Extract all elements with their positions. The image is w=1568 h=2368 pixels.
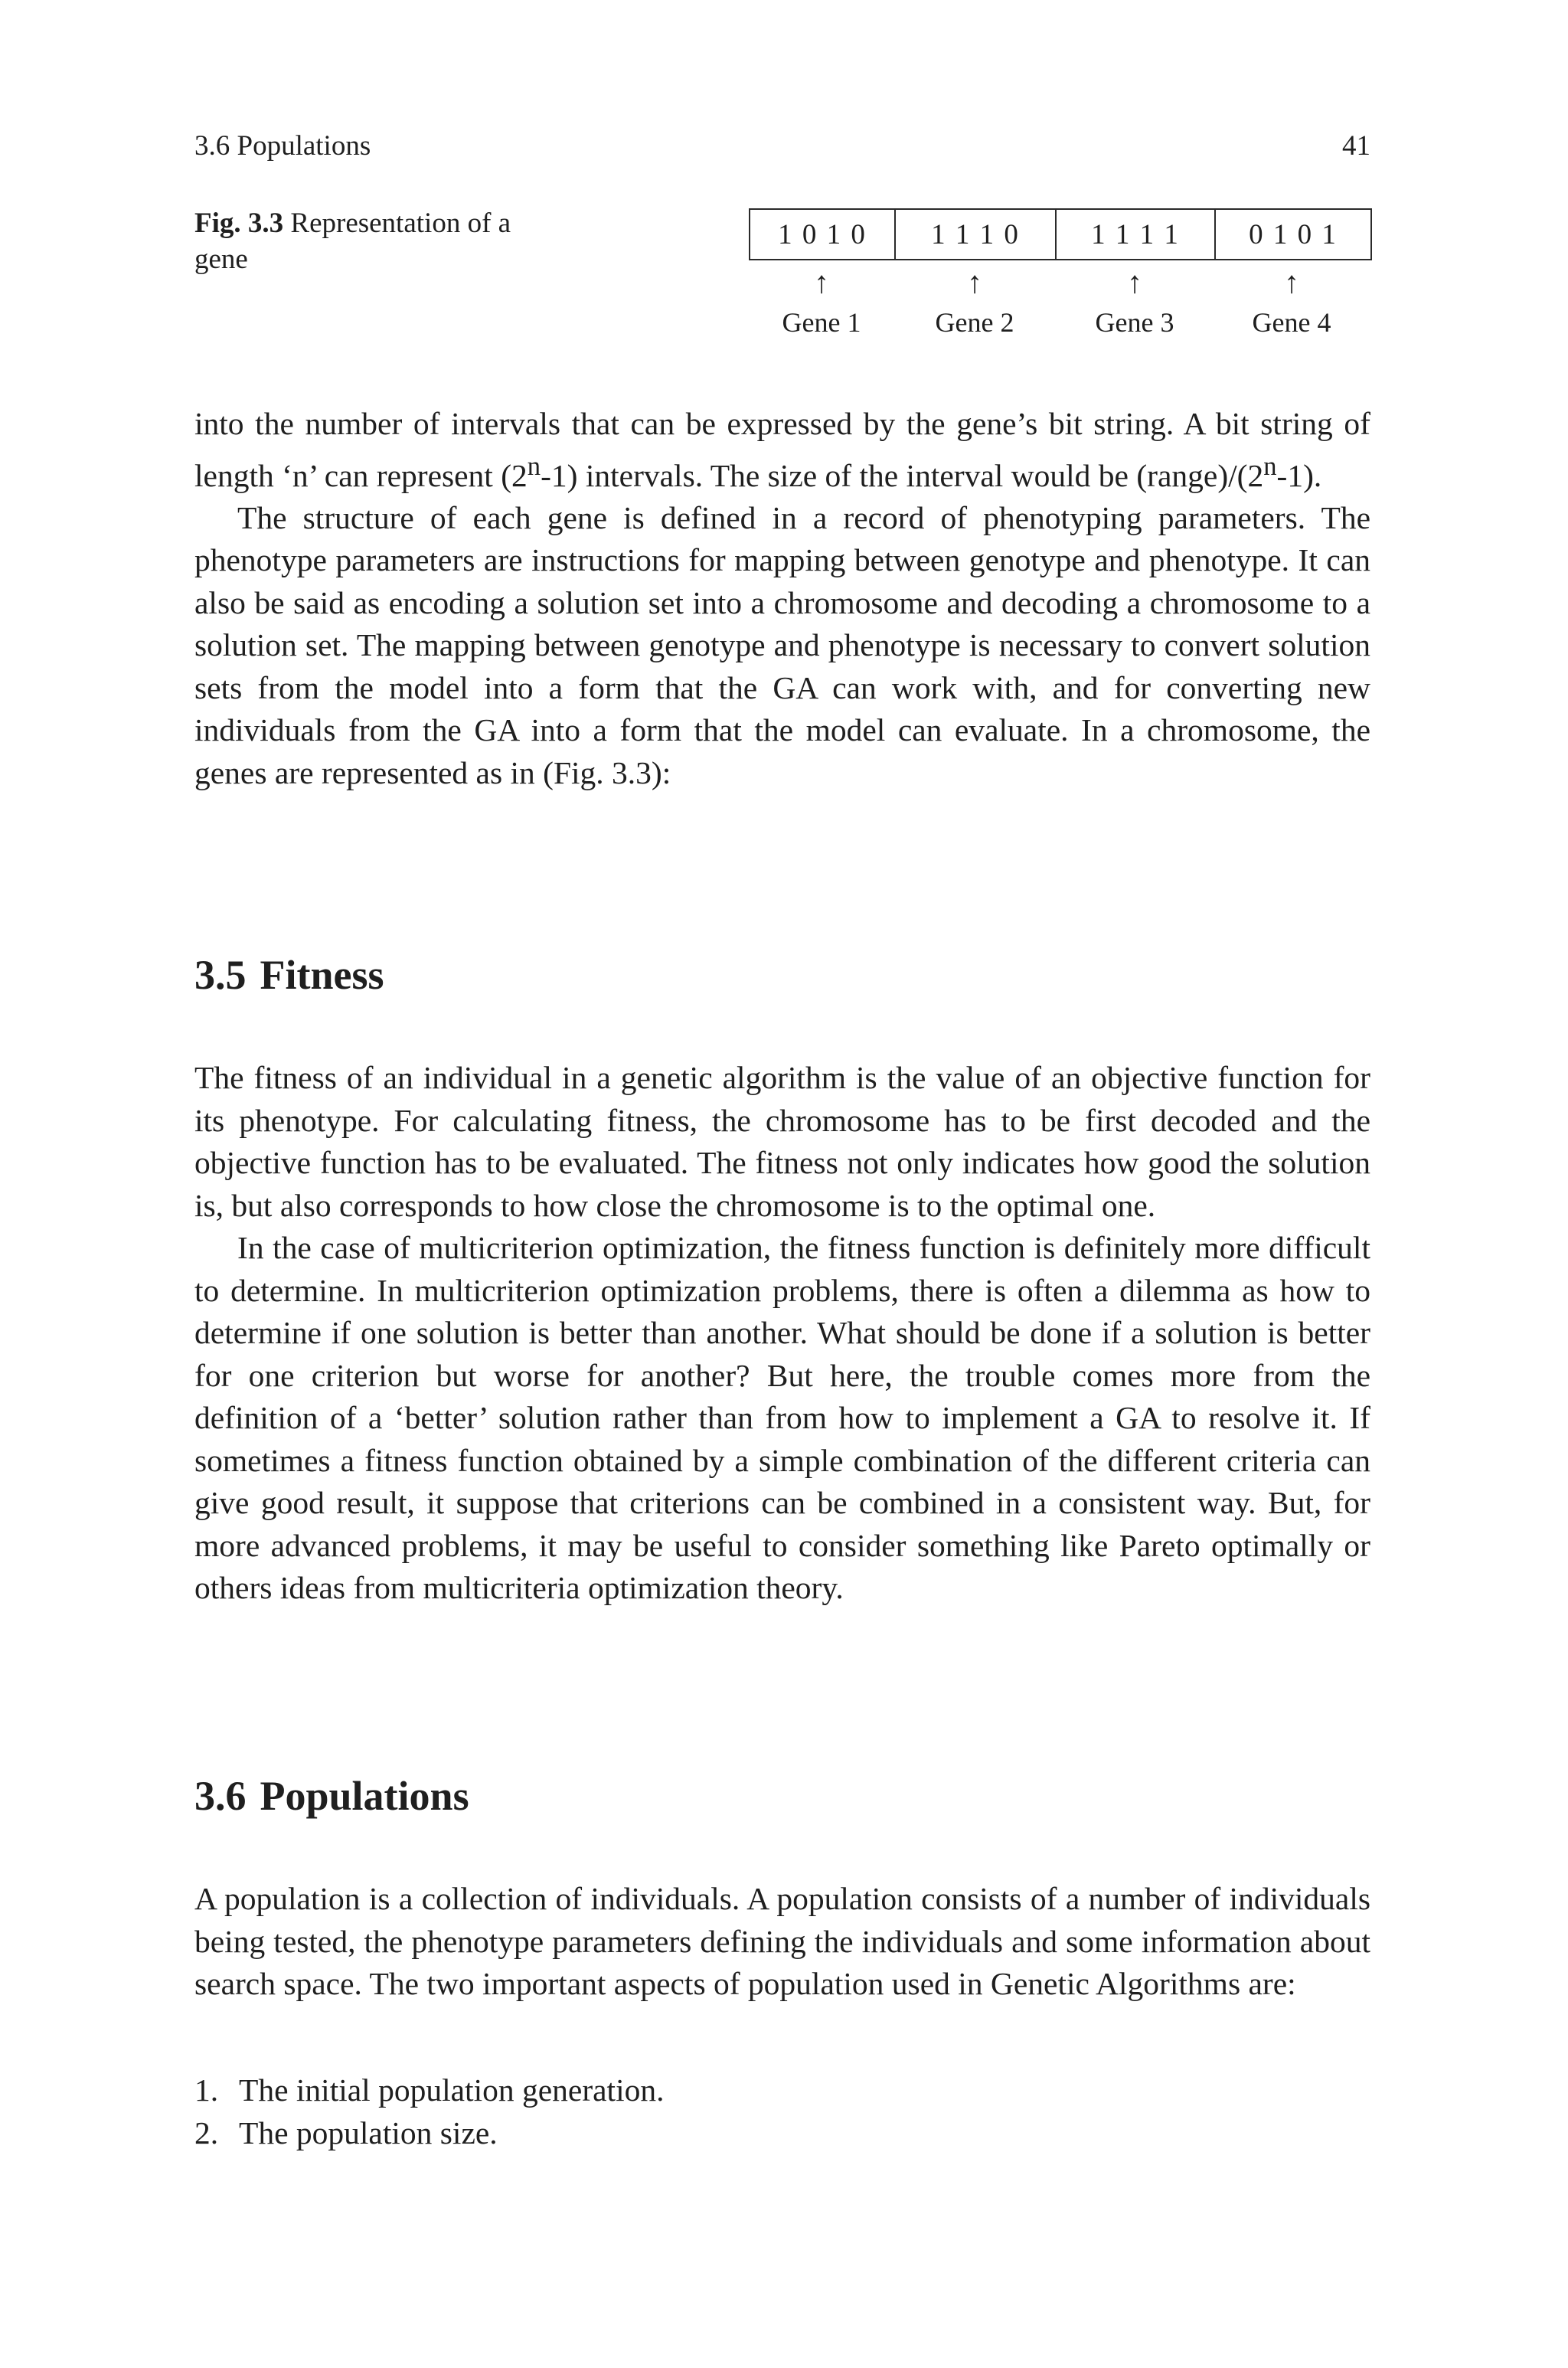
gene-label-2: Gene 2 (935, 307, 1014, 338)
populations-paragraph-1: A population is a collection of individuals. A population consists of a number of individuals being tested, the phenotype parameters defining the individuals and some information about search space. The two important aspects of population used in Genetic Algorithms are: (194, 1881, 1370, 2001)
page-number: 41 (1342, 130, 1370, 162)
intro-p1-part-b: -1) intervals. The size of the interval would be (range)/(2 (541, 457, 1264, 493)
section-heading-fitness (194, 948, 384, 1002)
section-title: Fitness (260, 952, 384, 998)
up-arrow-icon: ↑ (1127, 265, 1142, 299)
superscript-n: n (1263, 451, 1277, 481)
gene-cell-3: 1 1 1 1 (1057, 210, 1216, 259)
section-heading-populations (194, 1769, 469, 1823)
fitness-text (194, 1057, 1370, 1610)
running-head-section: 3.6 Populations (194, 130, 371, 162)
up-arrow-icon: ↑ (967, 265, 982, 299)
intro-paragraph-2: The structure of each gene is defined in a record of phenotyping parameters. The phenotype parameters are instructions for mapping between genotype and phenotype. It can also be said as encoding a solution set into a chromosome and decoding a chromosome to a solution set. The mapping between genotype and phenotype is necessary to convert solution sets from the model into a form that the GA can work with, and for converting new individuals from the GA into a form that the model can evaluate. In a chromosome, the genes are represented as in (Fig. 3.3): (194, 499, 1370, 790)
gene-arrows (749, 263, 1369, 302)
fitness-paragraph-1: The fitness of an individual in a genetic algorithm is the value of an objective function for its phenotype. For calculating fitness, the chromosome has to be first decoded and the objective function has to be evaluated. The fitness not only indicates how good the solution is, but also corresponds to how close the chromosome is to the optimal one. (194, 1060, 1370, 1223)
populations-text (194, 1878, 1370, 2006)
running-head (194, 127, 1370, 165)
intro-text (194, 403, 1370, 794)
gene-cell-1: 1 0 1 0 (750, 210, 896, 259)
populations-list (194, 2069, 1370, 2154)
gene-cell-4: 0 1 0 1 (1249, 218, 1338, 250)
figure-3-3 (194, 205, 1370, 358)
gene-labels (749, 303, 1369, 342)
figure-caption (194, 205, 516, 277)
list-text: The population size. (239, 2115, 498, 2150)
figure-label: Fig. 3.3 (194, 208, 284, 239)
gene-label-4: Gene 4 (1252, 307, 1331, 338)
list-text: The initial population generation. (239, 2072, 665, 2108)
gene-label-3: Gene 3 (1095, 307, 1174, 338)
intro-p1-part-c: -1). (1276, 457, 1322, 493)
intro-paragraph-1 (194, 403, 1370, 497)
figure-caption-text: Representation of a gene (194, 208, 511, 275)
list-number: 2. (194, 2115, 219, 2150)
up-arrow-icon: ↑ (1284, 265, 1299, 299)
section-title: Populations (260, 1773, 469, 1819)
gene-bit-table (749, 208, 1372, 260)
gene-label-1: Gene 1 (782, 307, 861, 338)
intro-p1-part-a: into the number of intervals that can be expressed by the gene’s bit string. A bit string of length ‘n’ can represent (2 (194, 406, 1370, 493)
list-number: 1. (194, 2072, 219, 2108)
gene-cell-2: 1 1 1 0 (896, 210, 1057, 259)
superscript-n: n (527, 451, 541, 481)
fitness-paragraph-2: In the case of multicriterion optimization, the fitness function is definitely more difficult to determine. In multicriterion optimization problems, there is often a dilemma as how to determine if one solution is better than another. What should be done if a solution is better for one criterion but worse for another? But here, the trouble comes more from the definition of a ‘better’ solution rather than from how to implement a GA to resolve it. If sometimes a fitness function obtained by a simple combination of the different criteria can give good result, it suppose that criterions can be combined in a consistent way. But, for more advanced problems, it may be useful to consider something like Pareto optimally or others ideas from multicriteria optimization theory. (194, 1230, 1370, 1605)
section-number: 3.6 (194, 1773, 247, 1819)
list-item (194, 2112, 1370, 2155)
up-arrow-icon: ↑ (814, 265, 829, 299)
section-number: 3.5 (194, 952, 247, 998)
list-item (194, 2069, 1370, 2112)
